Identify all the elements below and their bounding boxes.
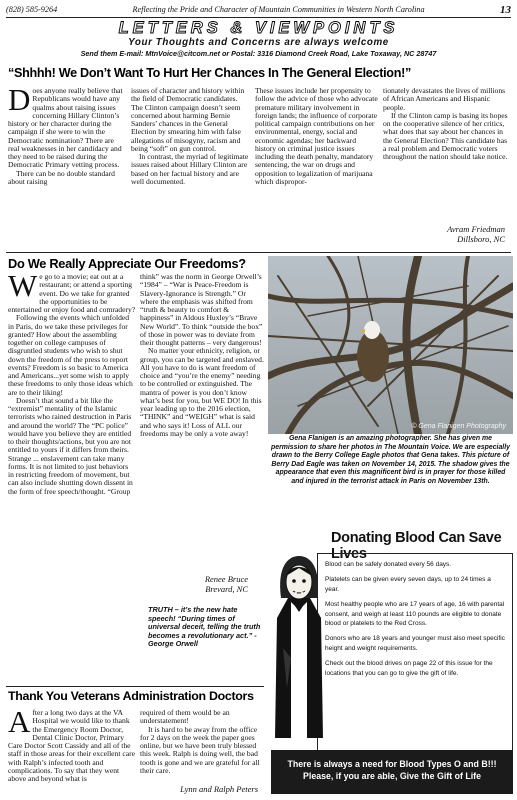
letter3-para-1: fter a long two days at the VA Hospital we would like to thank the Emergency Room Doctor, Dental Clinic Doctor, Primary Care Doctor Scott Cassidy and all of the staff in those areas for their excellent care with Ralph’s infected tooth and complications. To say that they went above and beyond what is (8, 709, 135, 783)
letter2-signer-place: Brevard, NC (205, 583, 248, 594)
letter3-headline: Thank You Veterans Administration Doctors (8, 689, 254, 703)
tagline: Reflecting the Pride and Character of Mountain Communities in Western North Carolina (132, 5, 425, 14)
letter1-para-5: These issues include her propensity to follow the advice of those who advocate premature military involvement in foreign lands; the influence of corporate political campaign contributions on her environmental, energy, social and economic agendas; her backward history on criminal justice issues including the death penalty, mandatory sentencing, the war on drugs and opposition to legalization of marijuana which dispropor- (255, 87, 378, 186)
section-title: LETTERS & VIEWPOINTS (118, 19, 399, 37)
page-header (6, 3, 511, 16)
divider-2 (6, 686, 264, 687)
blood-fact: Check out the blood drives on page 22 of this issue for the locations that you can go to give the gift of life. (325, 660, 493, 677)
blood-fact: Most healthy people who are 17 years of age, 16 with parental consent, and weigh at least 110 pounds are eligible to donate blood or platelets to the Red Cross. (325, 601, 505, 628)
vampire-icon (273, 538, 325, 748)
blood-fact: Platelets can be given every seven days, up to 24 times a year. (325, 576, 491, 593)
letter2-column-1 (8, 273, 136, 681)
letter1-dropcap: D (8, 87, 31, 117)
blood-banner-line-2: Please, if you are able, Give the Gift of Life (303, 771, 481, 781)
letter2-para-4: think” was the norm in George Orwell’s “1984” – “War is Peace-Freedom is Slavery-Ignorance is Strength.” Or where the emphasis was shifted from “truth & beauty to comfort & happiness” in Aldous Huxley’s “Brave New World”. To think “outside the box” of those in power was to deviate from their thought patterns – very dangerous! (140, 273, 263, 347)
letter3-column-1 (8, 709, 136, 799)
blood-donation-ad (271, 530, 513, 796)
letter2-signer: Renee Bruce (204, 574, 248, 584)
letter2-signature (140, 575, 248, 594)
letter1-para-3: issues of character and history within the field of Democratic candidates. The Clinton campaign doesn’t seem concerned about harming Bernie Sanders’ chances in the General Election by smearing him with false allegations of misogyny, racism and being “soft” on gun control. (131, 87, 245, 153)
photo-caption: Gena Flanigen is an amazing photographer. She has given me permission to share her photos in The Mountain Voice. We are especially drawn to the Berry College Eagle photos that Gena takes. This picture of Berry Dad Eagle was taken on November 14, 2015. The shadow gives the appearance that even this magnificent bird is in prayer for those killed and injured in the terrorist attack in Paris on November 13th. (271, 435, 510, 485)
letter3-signer: Lynn and Ralph Peters (180, 784, 258, 794)
letter3-column-2 (140, 709, 264, 787)
orwell-quote: TRUTH – it’s the new hate speech! “During times of universal deceit, telling the truth becomes a revolutionary act.” - George Orwell (148, 605, 261, 648)
letter1-column-4 (383, 87, 511, 217)
letter1-column-2 (131, 87, 251, 247)
letter2-para-1: e go to a movie; eat out at a restaurant; or attend a sporting event. Do we take for granted the opportunities to be entertained or enjoy food and comradery? (8, 273, 136, 314)
letter2-para-5: No matter your ethnicity, religion, or group, you can be targeted and enslaved. All you have to do is want freedom of choice and “you’re the enemy” needing to be controlled or extinguished. The mantra of power is you don’t know what’s best for you, but WE DO! In this year leading up to the 2016 election, “THINK” and “WEIGH” what is said and who says it! Loss of ALL our freedoms may be only a vote away! (140, 346, 264, 438)
blood-fact: Donors who are 18 years and younger must also meet specific height and weight requirements. (325, 635, 505, 652)
letter1-headline: “Shhhh! We Don’t Want To Hurt Her Chances In The General Election!” (8, 66, 411, 80)
page-number: 13 (500, 3, 511, 16)
phone-number: (828) 585-9264 (6, 5, 58, 14)
letter1-column-3 (255, 87, 378, 247)
letter3-para-3: It is hard to be away from the office for 2 days on the week the paper goes online, but we have been truly blessed this week. Ralph is doing well, the bad tooth is gone and we are grateful for all their care. (140, 724, 260, 775)
letter1-para-7: If the Clinton camp is basing its hopes on the cooperative silence of her critics, what does that say about her chances in the General Election? This candidate has a real problem and Democratic voters throughout the nation should take notice. (383, 110, 508, 161)
letter1-signature (383, 225, 505, 244)
letter2-column-2 (140, 273, 264, 568)
divider-1 (6, 252, 511, 253)
blood-ad-title: Donating Blood Can Save Lives (331, 530, 502, 562)
section-masthead (0, 19, 517, 58)
blood-ad-facts (317, 553, 513, 771)
eagle-photo-image (268, 256, 513, 434)
letter2-para-3: Doesn’t that sound a bit like the “extremist” mentality of the Islamic terrorists who rained destruction in Paris and around the world? The “PC police” would have you believe they are entitled to their thoughts/actions, but you are not entitled to yours if it differs from theirs. Strange ... enslavement can take many forms. It is not limited to just behaviors in restricting freedom of movement, but can also include shutting down dissent in the form of free speech/thought. “Group (8, 395, 133, 496)
letter1-para-4: In contrast, the myriad of legitimate issues raised about Hillary Clinton are based on her factual history and are well documented. (131, 152, 249, 186)
letter2-dropcap: W (8, 273, 38, 303)
letter1-signer: Avram Friedman (447, 224, 505, 234)
blood-banner-line-1: There is always a need for Blood Types O and B!!! (287, 759, 497, 769)
header-rule (6, 17, 511, 18)
letter2-para-2: Following the events which unfolded in Paris, do we take these privileges for granted? How about the assembling together on college campuses of disgruntled students who wish to shut down the freedom of the press to report events? Freedom is so basic to America and Americans...yet some wish to apply these freedoms to only those ideas which are to their liking! (8, 313, 133, 397)
letter1-signer-place: Dillsboro, NC (457, 233, 505, 244)
letter2-headline: Do We Really Appreciate Our Freedoms? (8, 256, 246, 271)
submission-info: Send them E-mail: MtnVoice@citcom.net or Postal: 3316 Diamond Creek Road, Lake Toxaway, NC 28747 (80, 49, 437, 58)
letter1-para-2: There can be no double standard about raising (8, 168, 115, 186)
letter1-para-6: tionately devastates the lives of millions of African Americans and Hispanic people. (383, 87, 506, 112)
section-subtitle: Your Thoughts and Concerns are always welcome (128, 37, 389, 48)
letter1-column-1 (8, 87, 127, 247)
photo-credit: © Gena Flanigen Photography (411, 423, 506, 430)
blood-ad-banner (271, 750, 513, 794)
letter3-dropcap: A (8, 709, 31, 739)
eagle-photo (268, 256, 513, 434)
blood-fact: Blood can be safely donated every 56 days. (325, 561, 452, 568)
letter3-para-2: required of them would be an understatement! (140, 709, 230, 726)
letter1-para-1: oes anyone really believe that Republicans would have any qualms about raising issues concerning Hillary Clinton’s history or her character during the campaign if she were to win the Democratic nomination? There are real weaknesses in her candidacy and they need to be raised during the Democratic Primary vetting process. (8, 87, 123, 170)
